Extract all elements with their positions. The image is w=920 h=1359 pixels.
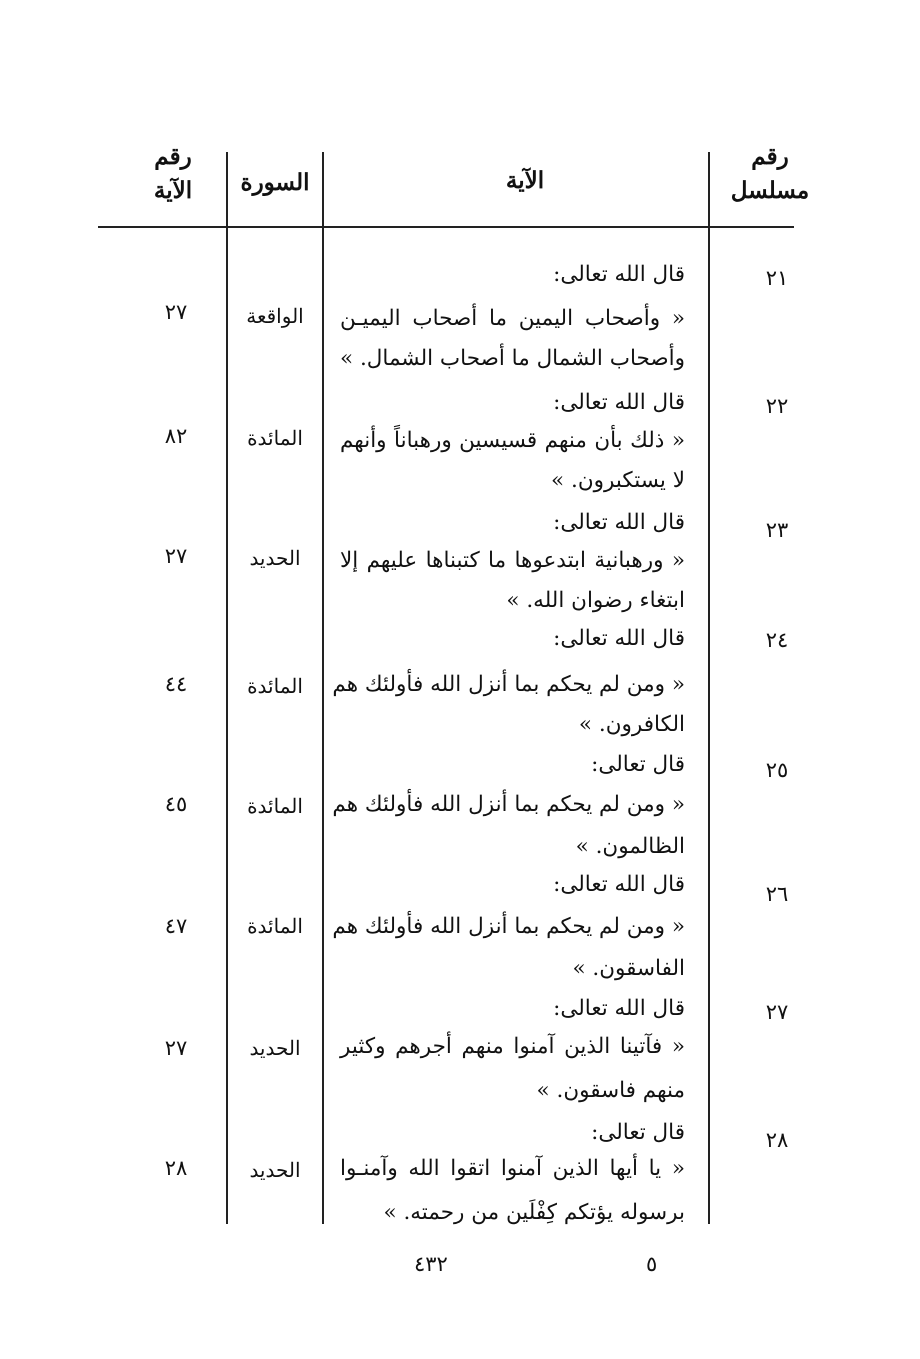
serial-number: ٢٦ (765, 882, 789, 906)
page-number: ٤٣٢ (414, 1252, 448, 1276)
ayah-intro: قال الله تعالى: (553, 390, 685, 415)
header-serial-line2: مسلسل (730, 177, 810, 204)
ayah-text-line: « ومن لم يحكم بما أنزل الله فأولئك هم (332, 792, 685, 817)
serial-number: ٢٣ (765, 518, 789, 542)
ayah-text-line: « ومن لم يحكم بما أنزل الله فأولئك هم (332, 672, 685, 697)
surah-name: الحديد (249, 1036, 301, 1060)
ayah-intro: قال الله تعالى: (553, 510, 685, 535)
ayah-text-line: برسوله يؤتكم كِفْلَين من رحمته. » (383, 1200, 685, 1225)
ayah-number: ٤٥ (164, 792, 188, 816)
surah-name: المائدة (247, 914, 303, 938)
serial-number: ٢٥ (765, 758, 789, 782)
ayah-intro: قال الله تعالى: (553, 626, 685, 651)
ayah-intro: قال الله تعالى: (553, 996, 685, 1021)
ayah-number: ٤٤ (164, 672, 188, 696)
ayah-intro: قال تعالى: (591, 752, 685, 777)
ayah-text-line: الظالمون. » (575, 834, 685, 859)
header-serial-line1: رقم (751, 143, 789, 170)
ayah-intro: قال تعالى: (591, 1120, 685, 1145)
serial-number: ٢١ (765, 266, 789, 290)
ayah-number: ٢٧ (164, 544, 188, 568)
header-ayah: الآية (505, 167, 545, 194)
serial-number: ٢٤ (765, 628, 789, 652)
ayah-number: ٤٧ (164, 914, 188, 938)
serial-number: ٢٢ (765, 394, 789, 418)
ayah-text-line: « فآتينا الذين آمنوا منهم أجرهم وكثير (340, 1034, 685, 1059)
ayah-text-line: وأصحاب الشمال ما أصحاب الشمال. » (339, 346, 685, 371)
ayah-intro: قال الله تعالى: (553, 872, 685, 897)
column-divider-serial (708, 152, 710, 1224)
ayah-text-line: « ومن لم يحكم بما أنزل الله فأولئك هم (332, 914, 685, 939)
surah-name: الحديد (249, 1158, 301, 1182)
ayah-number: ٨٢ (164, 424, 188, 448)
header-ayah-number (128, 140, 218, 208)
ayah-number: ٢٧ (164, 300, 188, 324)
ayah-intro: قال الله تعالى: (553, 262, 685, 287)
header-ayah-number-line2: الآية (153, 177, 193, 204)
surah-name: المائدة (247, 674, 303, 698)
ayah-text-line: ابتغاء رضوان الله. » (506, 588, 685, 613)
ayah-text-line: الكافرون. » (578, 712, 685, 737)
ayah-text-line: الفاسقون. » (572, 956, 685, 981)
ayah-text-line: « يا أيها الذين آمنوا اتقوا الله وآمنـوا (340, 1156, 685, 1181)
ayah-number: ٢٨ (164, 1156, 188, 1180)
header-divider (98, 226, 794, 228)
serial-number: ٢٧ (765, 1000, 789, 1024)
surah-name: المائدة (247, 794, 303, 818)
ayah-number: ٢٧ (164, 1036, 188, 1060)
serial-number: ٢٨ (765, 1128, 789, 1152)
ayah-text-line: « وأصحاب اليمين ما أصحاب اليميـن (340, 306, 685, 331)
surah-name: الواقعة (246, 304, 304, 328)
ayah-text-line: منهم فاسقون. » (536, 1078, 685, 1103)
ayah-text-line: لا يستكبرون. » (551, 468, 685, 493)
ayah-text-line: « ورهبانية ابتدعوها ما كتبناها عليهم إلا (340, 548, 685, 573)
surah-name: الحديد (249, 546, 301, 570)
header-serial (725, 140, 815, 208)
ayah-text-line: « ذلك بأن منهم قسيسين ورهباناً وأنهم (340, 428, 685, 453)
header-ayah-number-line1: رقم (154, 143, 192, 170)
header-surah: السورة (240, 169, 310, 196)
column-divider-ayah (322, 152, 324, 1224)
footer-mark: ٥ (646, 1252, 658, 1276)
surah-name: المائدة (247, 426, 303, 450)
